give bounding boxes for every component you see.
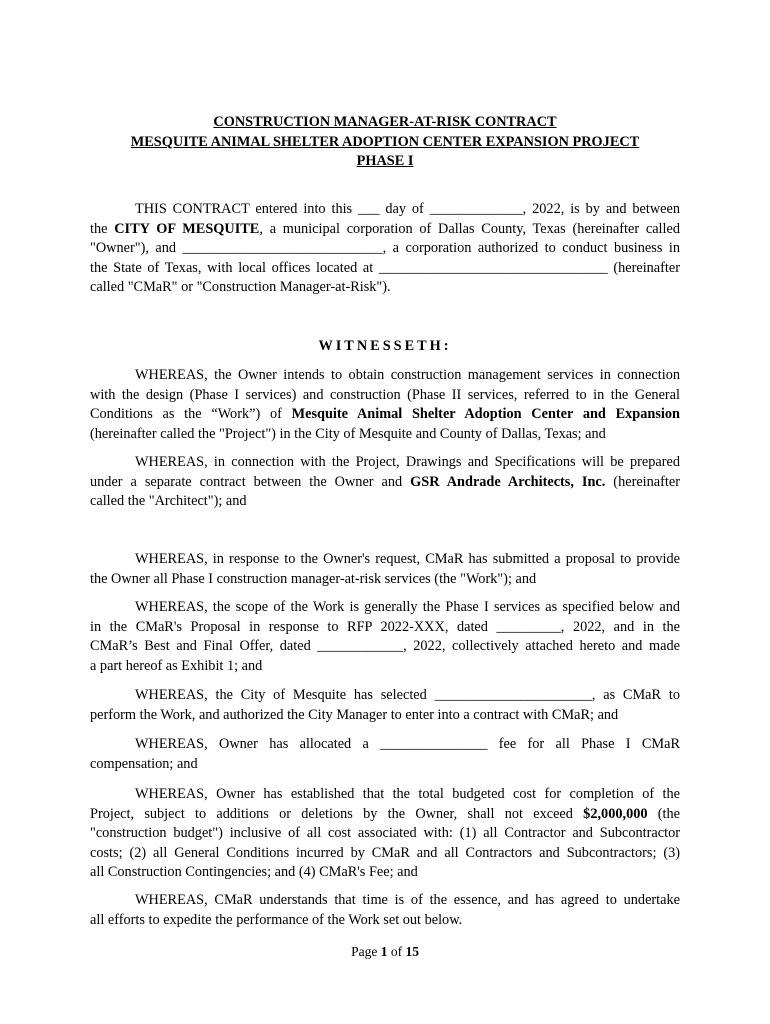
p1-line-4: (hereinafter called the "Project") in the City of Mesquite and County of Dallas, Texas; and [90,425,606,442]
total-page-count: 15 [405,944,419,959]
p7-line-4: costs; (2) all General Conditions incurred by CMaR and all Contractors and Subcontractors; (3) [90,844,680,861]
current-page-number: 1 [380,944,388,959]
p5-line-2: perform the Work, and authorized the City Manager to enter into a contract with CMaR; and [90,706,619,723]
p7-line-1: WHEREAS, Owner has established that the total budgeted cost for completion of the [135,786,680,802]
p6-line-1: WHEREAS, Owner has allocated a _______________ fee for all Phase I CMaR [135,736,680,752]
intro-line-3: "Owner"), and ____________________________, a corporation authorized to conduct business in [90,240,680,256]
whereas-paragraph-6 [90,735,680,774]
intro-line-1: THIS CONTRACT entered into this ___ day of _____________, 2022, is by and between [135,201,680,217]
p8-line-1: WHEREAS, CMaR understands that time is of the essence, and has agreed to undertake [135,892,680,908]
whereas-paragraph-1 [90,366,680,444]
whereas-paragraph-4 [90,598,680,676]
intro-line-4: the State of Texas, with local offices located at ________________________________ (hereinafter [90,259,680,276]
project-title: MESQUITE ANIMAL SHELTER ADOPTION CENTER EXPANSION PROJECT [130,134,640,150]
whereas-paragraph-3 [90,550,680,589]
intro-line-5: called "CMaR" or "Construction Manager-at-Risk"). [90,279,391,295]
page-number-footer: Page 1 of 15 [351,944,419,959]
p7-line-5: all Construction Contingencies; and (4) CMaR's Fee; and [90,864,418,880]
architect-name: GSR Andrade Architects, Inc. [410,473,606,490]
whereas-paragraph-7 [90,785,680,883]
witnesseth-heading: WITNESSETH: [318,338,452,354]
p4-line-4: a part hereof as Exhibit 1; and [90,657,263,674]
p4-line-1: WHEREAS, the scope of the Work is generally the Phase I services as specified below and [135,599,680,615]
p3-line-1: WHEREAS, in response to the Owner's request, CMaR has submitted a proposal to provide [135,551,680,567]
whereas-paragraph-2 [90,453,680,512]
intro-line-2: the CITY OF MESQUITE, a municipal corporation of Dallas County, Texas (hereinafter called [90,220,680,237]
p3-line-2: the Owner all Phase I construction manager-at-risk services (the "Work"); and [90,570,537,587]
p7-line-3: "construction budget") inclusive of all cost associated with: (1) all Contractor and Subcontractor [90,825,680,841]
p1-line-3: Conditions as the “Work”) of Mesquite Animal Shelter Adoption Center and Expansion [90,406,680,422]
p2-line-1: WHEREAS, in connection with the Project, Drawings and Specifications will be prepared [135,454,680,470]
p4-line-2: in the CMaR's Proposal in response to RFP 2022-XXX, dated _________, 2022, and in the [90,618,680,635]
whereas-paragraph-5 [90,686,680,725]
p1-line-1: WHEREAS, the Owner intends to obtain construction management services in connection [135,367,680,383]
contract-title: CONSTRUCTION MANAGER-AT-RISK CONTRACT [213,114,557,130]
p6-line-2: compensation; and [90,755,198,772]
intro-paragraph [90,200,680,298]
project-name: Mesquite Animal Shelter Adoption Center and Expansion [291,406,680,422]
p7-line-2: Project, subject to additions or deletions by the Owner, shall not exceed $2,000,000 (the [90,805,680,822]
construction-budget-amount: $2,000,000 [583,805,648,822]
p4-line-3: CMaR’s Best and Final Offer, dated ____________, 2022, collectively attached hereto and made [90,638,680,654]
city-of-mesquite: CITY OF MESQUITE [114,220,260,237]
p2-line-2: under a separate contract between the Owner and GSR Andrade Architects, Inc. (hereinafter [90,473,680,490]
p2-line-3: called the "Architect"); and [90,493,247,509]
p1-line-2: with the design (Phase I services) and construction (Phase II services, referred to in the General [90,386,680,403]
p5-line-1: WHEREAS, the City of Mesquite has selected ______________________, as CMaR to [135,687,680,703]
phase-title: PHASE I [356,153,414,169]
whereas-paragraph-8 [90,891,680,930]
p8-line-2: all efforts to expedite the performance of the Work set out below. [90,911,463,928]
